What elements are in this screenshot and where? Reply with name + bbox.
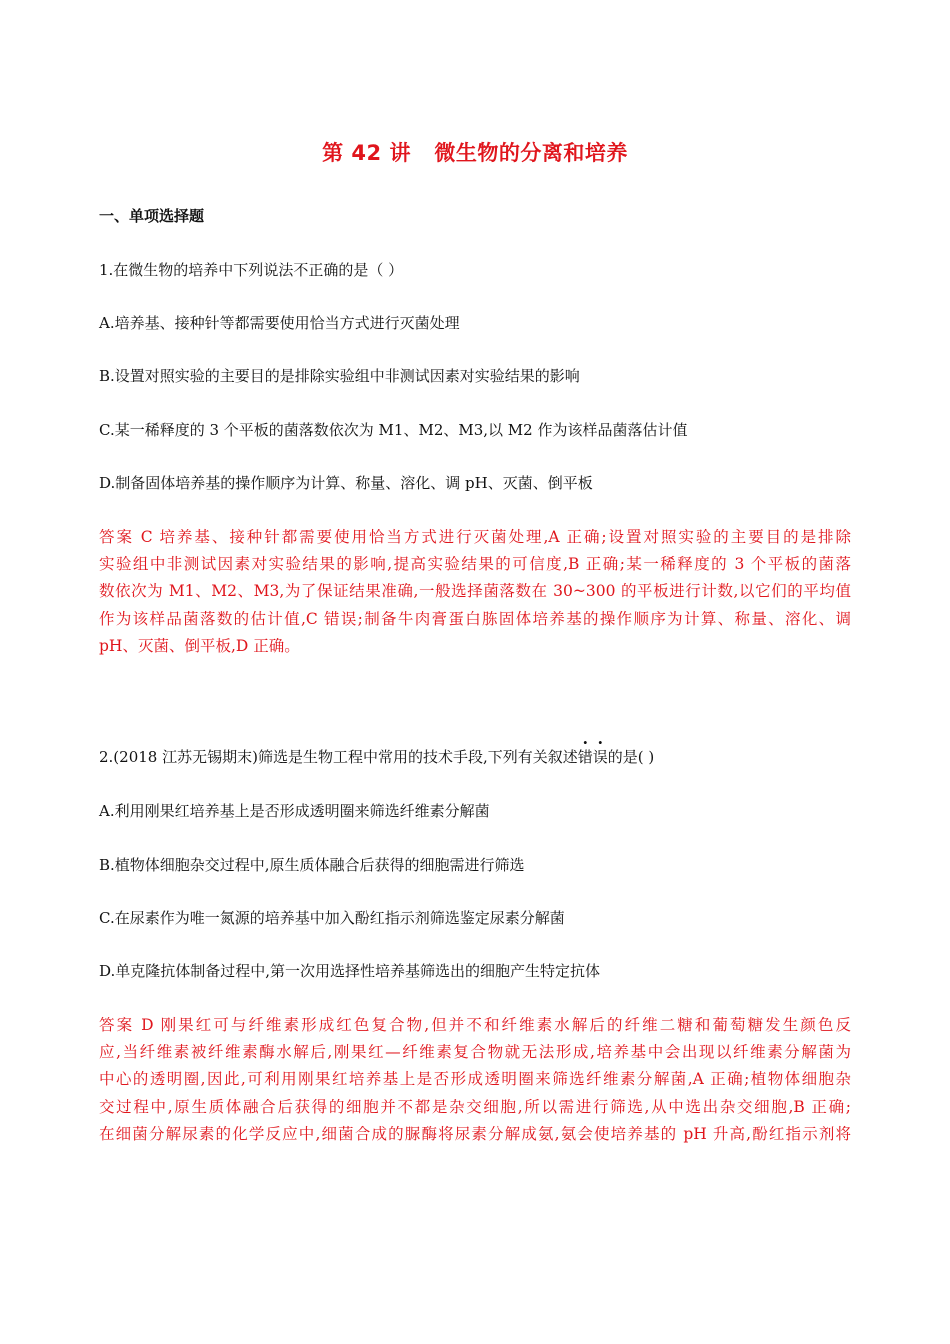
answer-line: 数依次为 M1、M2、M3,为了保证结果准确,一般选择菌落数在 30~300 的平板进行计数,以它们的平均值 (99, 582, 851, 601)
question-2-stem-tail: 的是( ) (607, 748, 655, 766)
section-heading: 一、单项选择题 (99, 207, 205, 225)
page-title: 第 42 讲 微生物的分离和培养 (322, 141, 628, 165)
question-1-option-a: A.培养基、接种针等都需要使用恰当方式进行灭菌处理 (99, 314, 460, 332)
question-2-option-b: B.植物体细胞杂交过程中,原生质体融合后获得的细胞需进行筛选 (99, 856, 525, 874)
answer-line: 答案 D 刚果红可与纤维素形成红色复合物,但并不和纤维素水解后的纤维二糖和葡萄糖发生颜色反 (99, 1016, 851, 1034)
answer-line: 应,当纤维素被纤维素酶水解后,刚果红—纤维素复合物就无法形成,培养基中会出现以纤维素分解菌为 (99, 1043, 851, 1062)
answer-line: 答案 C 培养基、接种针都需要使用恰当方式进行灭菌处理,A 正确;设置对照实验的主要目的是排除 (99, 528, 851, 546)
question-1-stem: 1.在微生物的培养中下列说法不正确的是（ ） (99, 261, 404, 279)
question-1-option-b: B.设置对照实验的主要目的是排除实验组中非测试因素对实验结果的影响 (99, 367, 580, 385)
answer-line: 中心的透明圈,因此,可利用刚果红培养基上是否形成透明圈来筛选纤维素分解菌,A 正确;植物体细胞杂 (99, 1070, 851, 1089)
emphasis-char: 误 (592, 748, 608, 766)
answer-line: pH、灭菌、倒平板,D 正确。 (99, 636, 300, 655)
answer-line: 在细菌分解尿素的化学反应中,细菌合成的脲酶将尿素分解成氨,氨会使培养基的 pH 升高,酚红指示剂将 (99, 1124, 851, 1143)
question-1-option-c: C.某一稀释度的 3 个平板的菌落数依次为 M1、M2、M3,以 M2 作为该样品菌落估计值 (99, 421, 688, 439)
answer-line: 实验组中非测试因素对实验结果的影响,提高实验结果的可信度,B 正确;某一稀释度的 3 个平板的菌落 (99, 555, 851, 574)
answer-line: 作为该样品菌落数的估计值,C 错误;制备牛肉膏蛋白胨固体培养基的操作顺序为计算、称量、溶化、调 (99, 609, 851, 628)
answer-line: 交过程中,原生质体融合后获得的细胞并不都是杂交细胞,所以需进行筛选,从中选出杂交细胞,B 正确; (99, 1097, 851, 1116)
question-2-stem-text: 2.(2018 江苏无锡期末)筛选是生物工程中常用的技术手段,下列有关叙述 (99, 748, 578, 766)
question-1-answer (99, 524, 851, 660)
question-1-option-d: D.制备固体培养基的操作顺序为计算、称量、溶化、调 pH、灭菌、倒平板 (99, 474, 593, 492)
question-2-option-d: D.单克隆抗体制备过程中,第一次用选择性培养基筛选出的细胞产生特定抗体 (99, 962, 601, 980)
question-2-answer (99, 1012, 851, 1148)
emphasis-char: 错 (577, 748, 593, 766)
question-2-option-a: A.利用刚果红培养基上是否形成透明圈来筛选纤维素分解菌 (99, 802, 490, 820)
question-2-option-c: C.在尿素作为唯一氮源的培养基中加入酚红指示剂筛选鉴定尿素分解菌 (99, 909, 565, 927)
question-2-stem (99, 747, 654, 767)
